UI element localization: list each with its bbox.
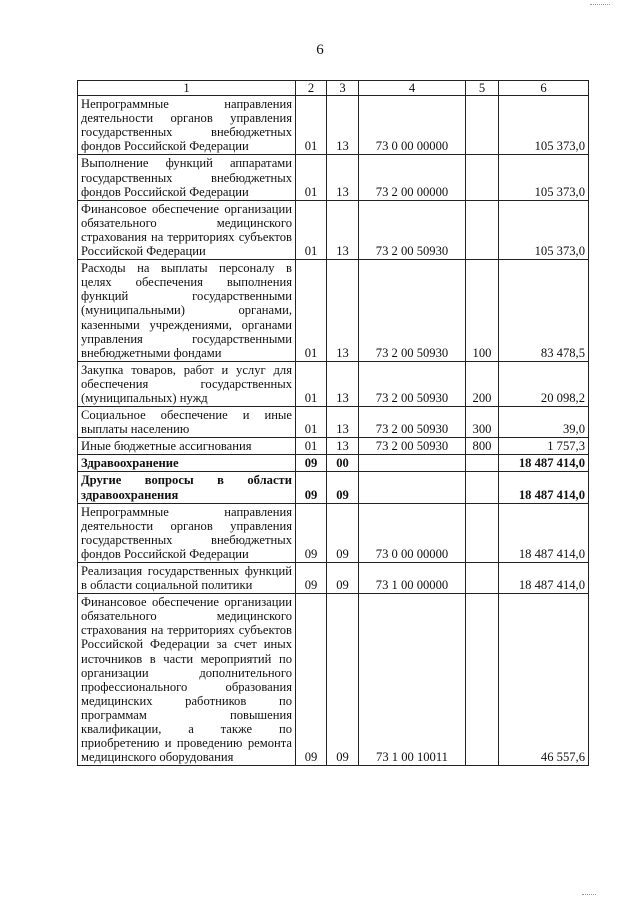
row-name-cell: Здравоохранение (78, 455, 296, 472)
header-col-1: 1 (78, 81, 296, 96)
row-section-cell: 01 (296, 96, 327, 155)
row-subsection-cell: 09 (327, 594, 359, 766)
row-section-cell: 01 (296, 200, 327, 259)
table-row (78, 438, 589, 455)
row-name-cell: Непрограммные направления деятельности органов управления государственных внебюджетных фондов Российской Федерации (78, 96, 296, 155)
row-subsection-cell: 00 (327, 455, 359, 472)
table-header-row (78, 81, 589, 96)
row-target-article-cell: 73 0 00 00000 (359, 503, 466, 562)
row-subsection-cell: 13 (327, 155, 359, 200)
row-target-article-cell: 73 0 00 00000 (359, 96, 466, 155)
row-amount-cell: 18 487 414,0 (499, 563, 589, 594)
row-name-cell: Финансовое обеспечение организации обязательного медицинского страхования на территориях субъектов Российской Федерации за счет иных источников в части мероприятий по организации дополнительного профессионального образования медицинских работников по программам повышения квалификации, а также по приобретению и проведению ремонта медицинского оборудования (78, 594, 296, 766)
row-expense-type-cell (466, 155, 499, 200)
row-amount-cell: 39,0 (499, 407, 589, 438)
scan-mark-bottom (582, 894, 596, 895)
row-expense-type-cell (466, 200, 499, 259)
row-section-cell: 09 (296, 503, 327, 562)
row-subsection-cell: 09 (327, 472, 359, 503)
table-row (78, 200, 589, 259)
table-row (78, 472, 589, 503)
table-row (78, 455, 589, 472)
row-expense-type-cell: 100 (466, 260, 499, 362)
header-col-6: 6 (499, 81, 589, 96)
table-row (78, 594, 589, 766)
row-section-cell: 09 (296, 594, 327, 766)
budget-table-body (78, 81, 589, 766)
row-section-cell: 01 (296, 155, 327, 200)
table-row (78, 503, 589, 562)
table-row (78, 361, 589, 406)
row-target-article-cell: 73 1 00 00000 (359, 563, 466, 594)
page-number: 6 (316, 42, 324, 58)
table-row (78, 407, 589, 438)
row-amount-cell: 46 557,6 (499, 594, 589, 766)
row-expense-type-cell (466, 96, 499, 155)
row-subsection-cell: 13 (327, 407, 359, 438)
table-row (78, 155, 589, 200)
row-name-cell: Реализация государственных функций в области социальной политики (78, 563, 296, 594)
header-col-2: 2 (296, 81, 327, 96)
row-expense-type-cell: 800 (466, 438, 499, 455)
row-name-cell: Расходы на выплаты персоналу в целях обеспечения выполнения функций государственными (муниципальными) органами, казенными учреждениями, органами управления государственными внебюджетными фондами (78, 260, 296, 362)
row-amount-cell: 18 487 414,0 (499, 455, 589, 472)
row-subsection-cell: 09 (327, 503, 359, 562)
row-expense-type-cell (466, 563, 499, 594)
row-amount-cell: 18 487 414,0 (499, 503, 589, 562)
row-amount-cell: 83 478,5 (499, 260, 589, 362)
row-section-cell: 01 (296, 260, 327, 362)
row-amount-cell: 105 373,0 (499, 96, 589, 155)
row-section-cell: 01 (296, 361, 327, 406)
scan-mark-top (590, 4, 610, 5)
row-subsection-cell: 13 (327, 361, 359, 406)
row-subsection-cell: 13 (327, 200, 359, 259)
row-target-article-cell: 73 2 00 50930 (359, 361, 466, 406)
row-name-cell: Закупка товаров, работ и услуг для обеспечения государственных (муниципальных) нужд (78, 361, 296, 406)
row-section-cell: 01 (296, 407, 327, 438)
row-section-cell: 01 (296, 438, 327, 455)
row-expense-type-cell (466, 594, 499, 766)
header-col-5: 5 (466, 81, 499, 96)
row-subsection-cell: 13 (327, 260, 359, 362)
row-name-cell: Финансовое обеспечение организации обязательного медицинского страхования на территориях субъектов Российской Федерации (78, 200, 296, 259)
row-expense-type-cell (466, 472, 499, 503)
row-target-article-cell: 73 1 00 10011 (359, 594, 466, 766)
row-expense-type-cell: 200 (466, 361, 499, 406)
row-amount-cell: 1 757,3 (499, 438, 589, 455)
row-target-article-cell: 73 2 00 50930 (359, 438, 466, 455)
row-expense-type-cell (466, 503, 499, 562)
row-name-cell: Социальное обеспечение и иные выплаты населению (78, 407, 296, 438)
row-name-cell: Иные бюджетные ассигнования (78, 438, 296, 455)
row-subsection-cell: 13 (327, 438, 359, 455)
row-section-cell: 09 (296, 455, 327, 472)
row-target-article-cell: 73 2 00 50930 (359, 200, 466, 259)
header-col-4: 4 (359, 81, 466, 96)
row-name-cell: Другие вопросы в области здравоохранения (78, 472, 296, 503)
row-expense-type-cell (466, 455, 499, 472)
row-target-article-cell: 73 2 00 00000 (359, 155, 466, 200)
row-expense-type-cell: 300 (466, 407, 499, 438)
row-target-article-cell: 73 2 00 50930 (359, 260, 466, 362)
row-name-cell: Выполнение функций аппаратами государственных внебюджетных фондов Российской Федерации (78, 155, 296, 200)
table-row (78, 260, 589, 362)
budget-table (77, 80, 589, 766)
row-section-cell: 09 (296, 472, 327, 503)
header-col-3: 3 (327, 81, 359, 96)
table-row (78, 96, 589, 155)
row-subsection-cell: 09 (327, 563, 359, 594)
row-amount-cell: 105 373,0 (499, 200, 589, 259)
row-name-cell: Непрограммные направления деятельности органов управления государственных внебюджетных фондов Российской Федерации (78, 503, 296, 562)
row-subsection-cell: 13 (327, 96, 359, 155)
row-amount-cell: 18 487 414,0 (499, 472, 589, 503)
table-row (78, 563, 589, 594)
row-amount-cell: 105 373,0 (499, 155, 589, 200)
row-target-article-cell: 73 2 00 50930 (359, 407, 466, 438)
row-section-cell: 09 (296, 563, 327, 594)
row-target-article-cell (359, 472, 466, 503)
row-amount-cell: 20 098,2 (499, 361, 589, 406)
row-target-article-cell (359, 455, 466, 472)
